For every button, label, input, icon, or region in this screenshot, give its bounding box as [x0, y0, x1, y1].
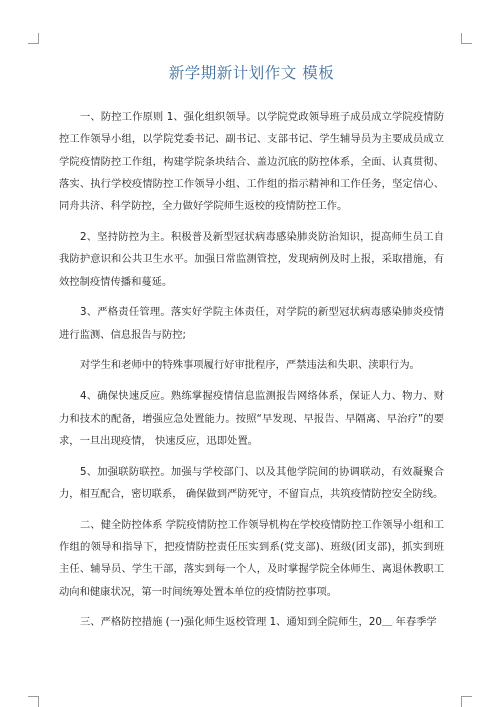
document-title: 新学期新计划作文 模板: [168, 64, 335, 82]
paragraph-joint-control: 5、加强联防联控。加强与学校部门、以及其他学院间的协调联动，有效凝聚合力，相互配合，密切联系， 确保做到严防死守，不留盲点，共筑疫情防控安全防线。: [59, 465, 444, 500]
paragraph-approval: 对学生和老师中的特殊事项履行好审批程序，严禁违法和失职、渎职行为。: [80, 359, 420, 372]
page-corner-mark-bottom-left: [28, 696, 39, 707]
paragraph-prevention-first: 2、坚持防控为主。积极普及新型冠状病毒感染肺炎防治知识，提高师生员工自我防护意识和公共卫生水平。加强日常监测管控，发现病例及时上报，采取措施，有效控制疫情传播和蔓延。: [59, 230, 444, 288]
page-corner-mark-top-right: [461, 33, 472, 44]
paragraph-responsibility: 3、严格责任管理。落实好学院主体责任，对学院的新型冠状病毒感染肺炎疫情进行监测、信息报告与防控;: [59, 306, 444, 341]
paragraph-rapid-response: 4、确保快速反应。熟练掌握疫情信息监测报告网络体系，保证人力、物力、财力和技术的配备，增强应急处置能力。按照“早发现、早报告、早隔离、早治疗”的要求，一旦出现疫情， 快速反应，迅即处置。: [59, 390, 444, 447]
paragraph-control-measures: 三、严格防控措施 (一)强化师生返校管理 1、通知到全院师生，20＿ 年春季学: [80, 616, 437, 629]
page-corner-mark-top-left: [28, 33, 39, 44]
document-page: [59, 62, 444, 642]
paragraph-prevention-principles: 一、防控工作原则 1、强化组织领导。以学院党政领导班子成员成立学院疫情防控工作领导小组，以学院党委书记、副书记、支部书记、学生辅导员为主要成员成立学院疫情防控工作组，构建学院条块结合、盖边沉底的防控体系，全面、认真贯彻、落实、执行学校疫情防控工作领导小组、工作组的指示精神和工作任务，坚定信心、同舟共济、科学防控，全力做好学院师生返校的疫情防控工作。: [59, 111, 444, 213]
paragraph-control-system: 二、健全防控体系 学院疫情防控工作领导机构在学校疫情防控工作领导小组和工作组的领导和指导下，把疫情防控责任压实到系(党支部)、班级(团支部)，抓实到班主任、辅导员、学生干部，落实到每一个人，及时掌握学院全体师生、离退休教职工动向和健康状况，第一时间统筹处置本单位的疫情防控事项。: [59, 518, 444, 598]
page-corner-mark-bottom-right: [461, 696, 472, 707]
